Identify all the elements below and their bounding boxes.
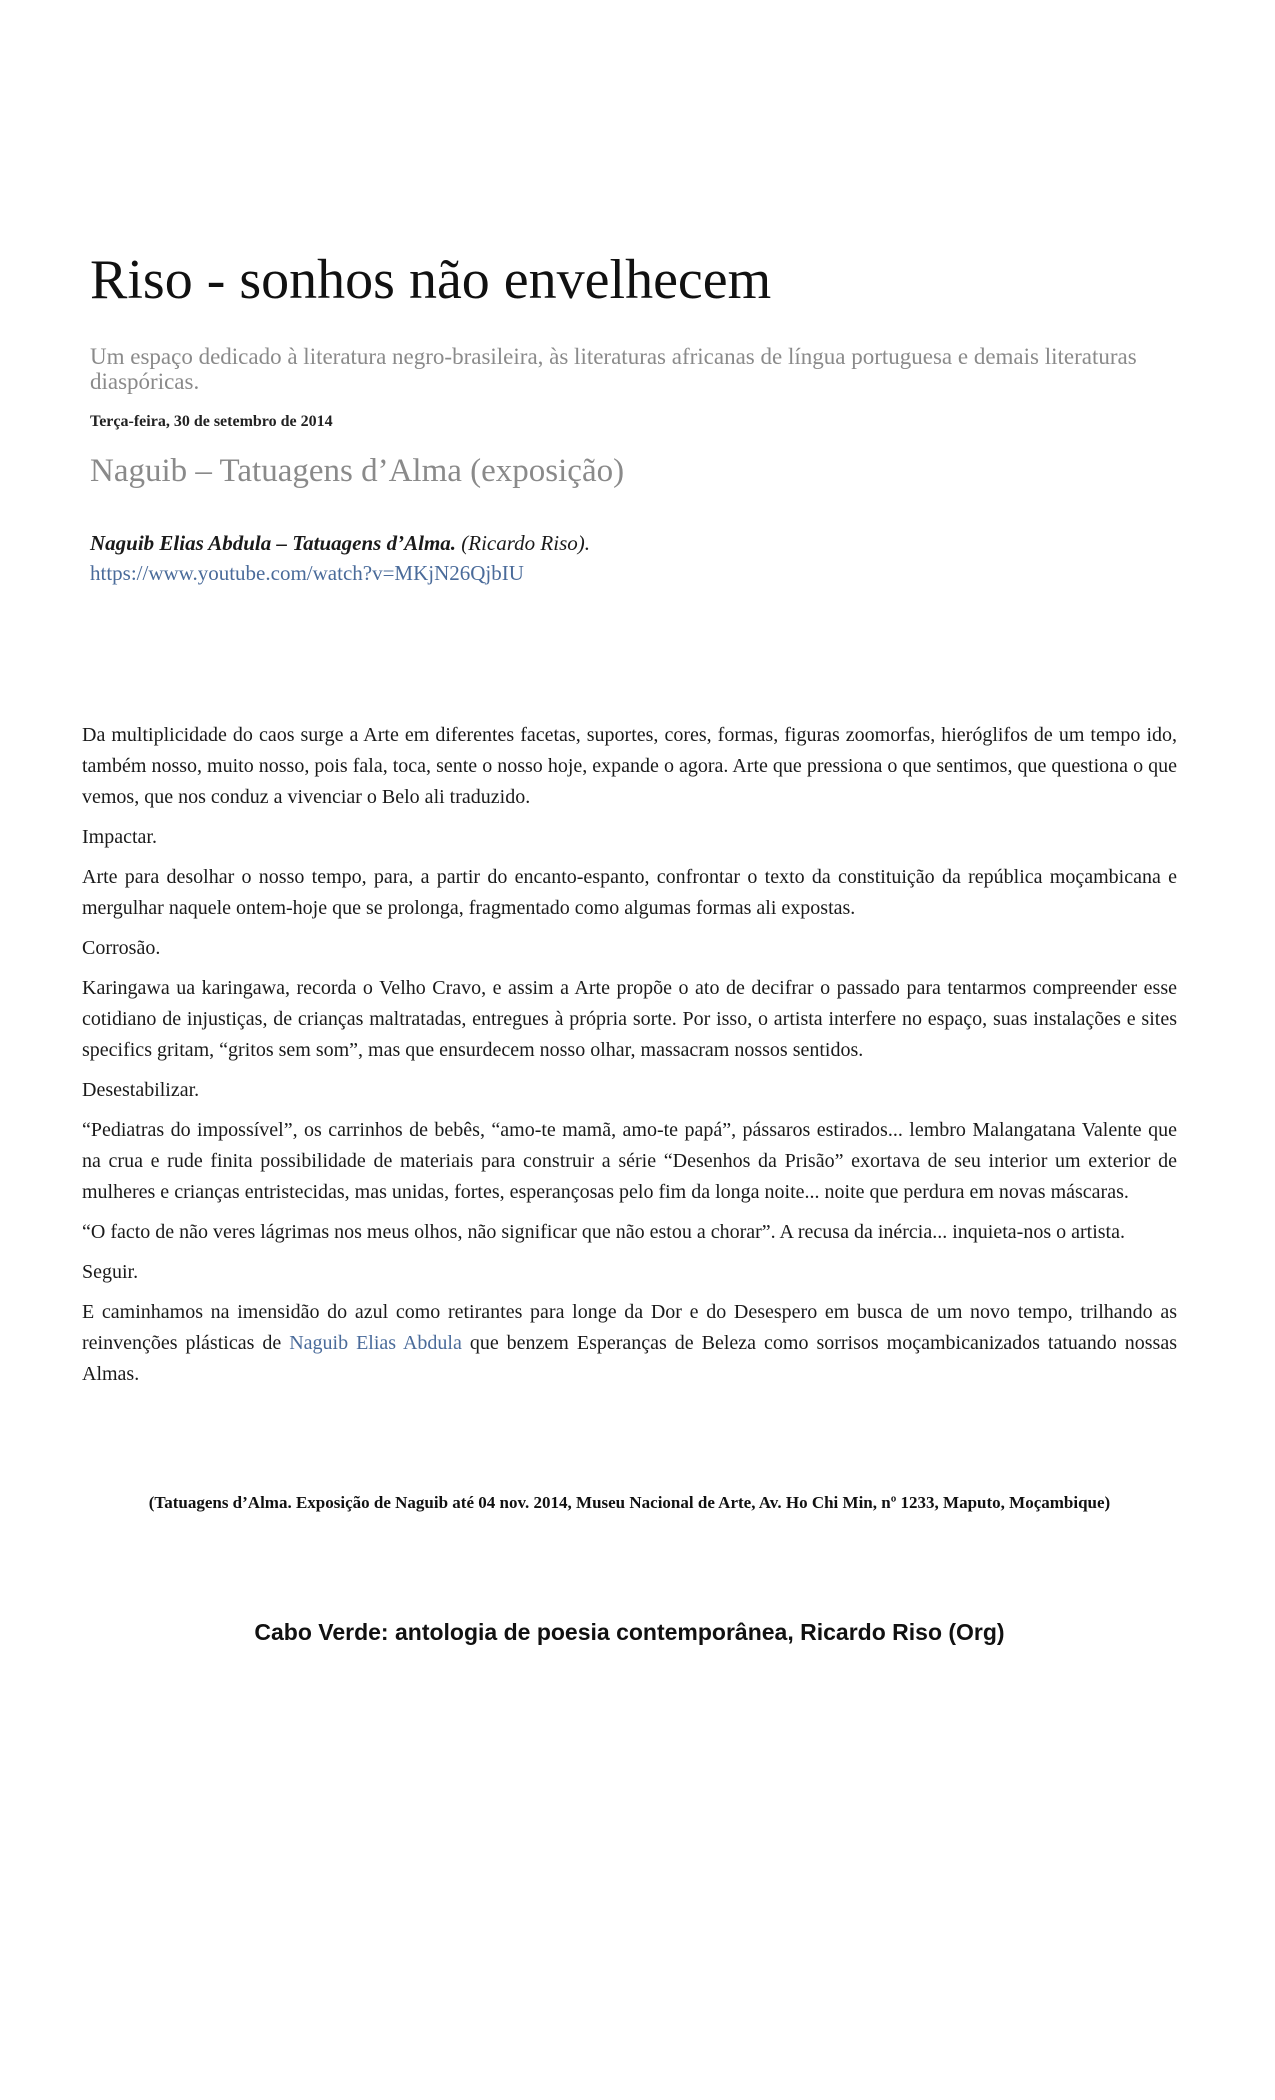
paragraph-text: que benzem Esperanças de Beleza como sorrisos moçambicanizados tatuando nossas Almas. [82, 1332, 1177, 1385]
paragraph-text: E caminhamos na imensidão do azul como retirantes para longe da Dor e do Desespero em busca de um novo tempo, trilhando as reinvenções plásticas de [82, 1301, 1177, 1354]
article-paragraph: “O facto de não veres lágrimas nos meus olhos, não significar que não estou a chorar”. A recusa da inércia... inquieta-nos o artista. [82, 1221, 1125, 1243]
article-body [82, 720, 1177, 1399]
artist-link[interactable]: Naguib Elias Abdula [289, 1332, 462, 1354]
blog-description-line-1: Um espaço dedicado à literatura negro-brasileira, às literaturas africanas de língua portuguesa e demais literaturas [90, 344, 1137, 369]
blog-description-line-2: diaspóricas. [90, 369, 200, 395]
youtube-video-link[interactable]: https://www.youtube.com/watch?v=MKjN26QjbIU [90, 561, 524, 585]
article-paragraph: Impactar. [82, 826, 157, 848]
credit-line [90, 528, 590, 558]
article-paragraph: Corrosão. [82, 937, 161, 959]
article-paragraph: Desestabilizar. [82, 1079, 200, 1101]
article-paragraph: Arte para desolhar o nosso tempo, para, a partir do encanto-espanto, confrontar o texto da constituição da república moçambicana e mergulhar naquele ontem-hoje que se prolonga, fragmentado como algumas formas ali expostas. [82, 866, 1177, 919]
blog-title[interactable]: Riso - sonhos não envelhecem [90, 249, 772, 311]
blog-description [90, 344, 1275, 395]
post-title[interactable]: Naguib – Tatuagens d’Alma (exposição) [90, 453, 625, 489]
article-paragraph: “Pediatras do impossível”, os carrinhos de bebês, “amo-te mamã, amo-te papá”, pássaros estirados... lembro Malangatana Valente que na crua e rude finita possibilidade de materiais para construir a série “Desenhos da Prisão” exortava de seu interior um exterior de mulheres e crianças entristecidas, mas unidas, fortes, esperançosas pelo fim da longa noite... noite que perdura em novas máscaras. [82, 1119, 1177, 1203]
article-paragraph: Karingawa ua karingawa, recorda o Velho Cravo, e assim a Arte propõe o ato de decifrar o passado para tentarmos compreender esse cotidiano de injustiças, de crianças maltratadas, entregues à própria sorte. Por isso, o artista interfere no espaço, suas instalações e sites specifics gritam, “gritos sem som”, mas que ensurdecem nosso olhar, massacram nossos sentidos. [82, 977, 1177, 1061]
next-post-title[interactable]: Cabo Verde: antologia de poesia contemporânea, Ricardo Riso (Org) [254, 1619, 1005, 1645]
article-paragraph: Seguir. [82, 1261, 139, 1283]
credit-title: Naguib Elias Abdula – Tatuagens d’Alma. [90, 531, 457, 555]
article-paragraph [82, 1297, 1177, 1390]
exhibition-caption: (Tatuagens d’Alma. Exposição de Naguib até 04 nov. 2014, Museu Nacional de Arte, Av. Ho Chi Min, nº 1233, Maputo, Moçambique) [148, 1493, 1111, 1512]
credit-author: (Ricardo Riso). [456, 531, 590, 555]
post-date: Terça-feira, 30 de setembro de 2014 [90, 413, 333, 430]
article-paragraph: Da multiplicidade do caos surge a Arte em diferentes facetas, suportes, cores, formas, figuras zoomorfas, hieróglifos de um tempo ido, também nosso, muito nosso, pois fala, toca, sente o nosso hoje, expande o agora. Arte que pressiona o que sentimos, que questiona o que vemos, que nos conduz a vivenciar o Belo ali traduzido. [82, 724, 1177, 808]
post-credit [90, 528, 590, 588]
